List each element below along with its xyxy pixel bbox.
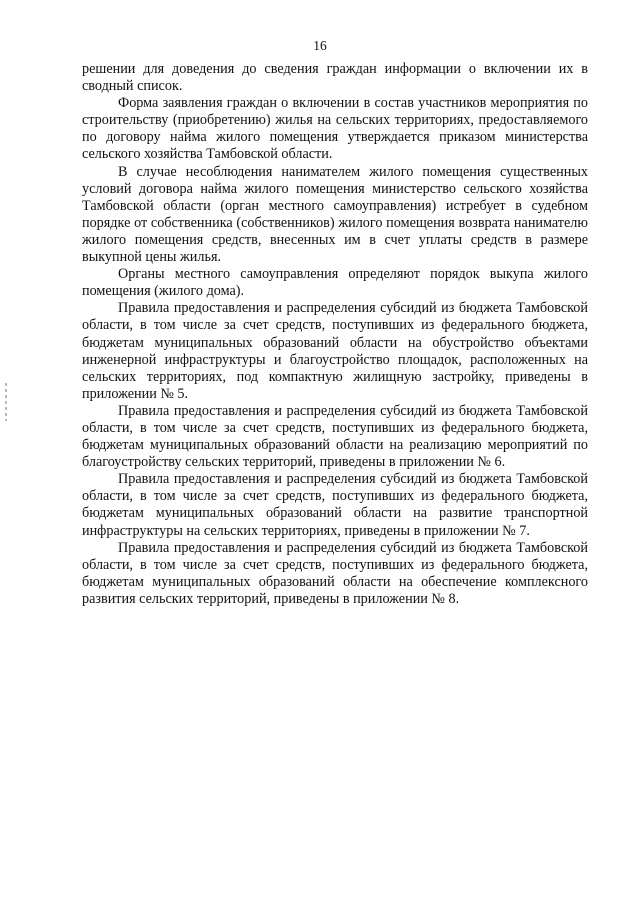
document-body <box>82 61 588 608</box>
paragraph-buyback-procedure: Органы местного самоуправления определяют порядок выкупа жилого помещения (жилого дома). <box>82 266 588 300</box>
paragraph-lease-violation: В случае несоблюдения нанимателем жилого помещения существенных условий договора найма жилого помещения министерство сельского хозяйства Тамбовской области (орган местного самоуправления) истребует в судебном порядке от собственника (собственников) жилого помещения возврата нанимателю жилого помещения средств, внесенных им в счет уплаты средств в размере выкупной цены жилья. <box>82 163 588 266</box>
paragraph-rules-appendix-8: Правила предоставления и распределения субсидий из бюджета Тамбовской области, в том числе за счет средств, поступивших из федерального бюджета, бюджетам муниципальных образований области на обеспечение комплексного развития сельских территорий, приведены в приложении № 8. <box>82 539 588 607</box>
margin-scan-mark <box>5 383 7 421</box>
paragraph-rules-appendix-7: Правила предоставления и распределения субсидий из бюджета Тамбовской области, в том числе за счет средств, поступивших из федерального бюджета, бюджетам муниципальных образований области на развитие транспортной инфраструктуры на сельских территориях, приведены в приложении № 7. <box>82 471 588 539</box>
paragraph-rules-appendix-5: Правила предоставления и распределения субсидий из бюджета Тамбовской области, в том числе за счет средств, поступивших из федерального бюджета, бюджетам муниципальных образований области на обустройство объектами инженерной инфраструктуры и благоустройство площадок, расположенных на сельских территориях, под компактную жилищную застройку, приведены в приложении № 5. <box>82 300 588 402</box>
paragraph-rules-appendix-6: Правила предоставления и распределения субсидий из бюджета Тамбовской области, в том числе за счет средств, поступивших из федерального бюджета, бюджетам муниципальных образований области на реализацию мероприятий по благоустройству сельских территорий, приведены в приложении № 6. <box>82 402 588 471</box>
paragraph-application-form: Форма заявления граждан о включении в состав участников мероприятия по строительству (приобретению) жилья на сельских территориях, предоставляемого по договору найма жилого помещения утверждается приказом министерства сельского хозяйства Тамбовской области. <box>82 95 588 163</box>
paragraph-continuation: решении для доведения до сведения граждан информации о включении их в сводный список. <box>82 61 588 95</box>
page-number: 16 <box>313 38 327 53</box>
